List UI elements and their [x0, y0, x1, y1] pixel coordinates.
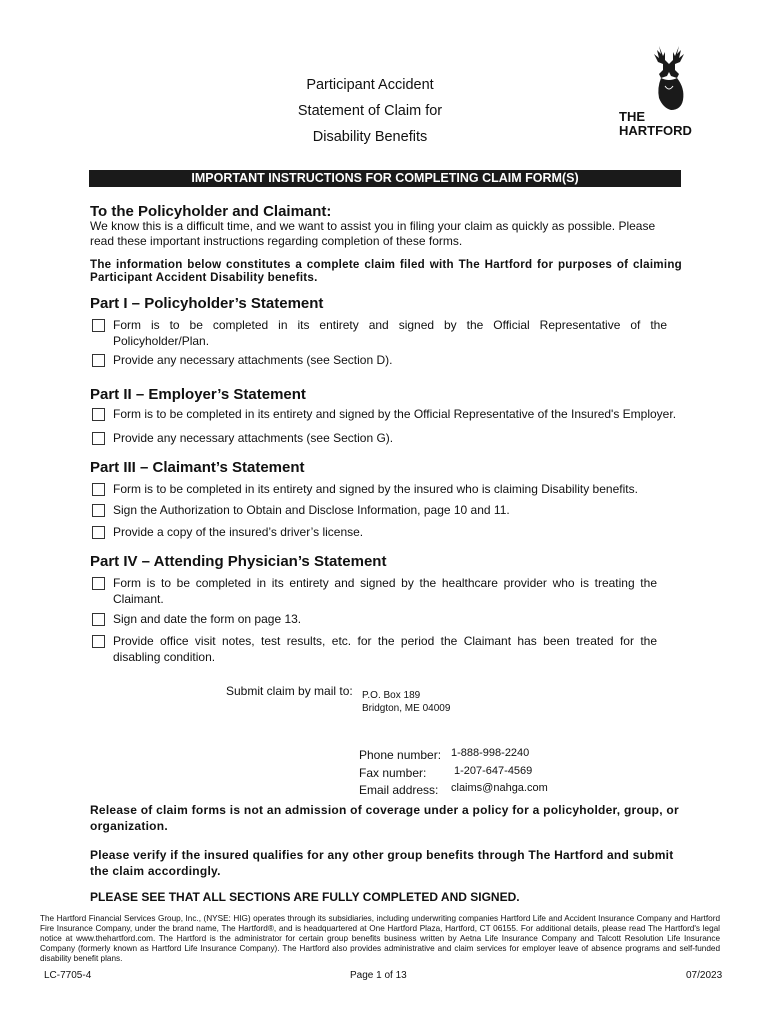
checkbox[interactable]	[92, 319, 105, 332]
address-line-2: Bridgton, ME 04009	[362, 703, 451, 714]
page-number: Page 1 of 13	[350, 970, 407, 981]
checkbox[interactable]	[92, 483, 105, 496]
intro-text: We know this is a difficult time, and we want to assist you in filing your claim as quickly as possible. Please read these important instructions regarding completion of these forms.	[90, 219, 656, 248]
mail-label: Submit claim by mail to:	[226, 684, 353, 698]
checkbox[interactable]	[92, 354, 105, 367]
item-text: Provide a copy of the insured’s driver’s license.	[113, 525, 364, 539]
instructions-banner: IMPORTANT INSTRUCTIONS FOR COMPLETING CLAIM FORM(S)	[89, 170, 681, 187]
checkbox[interactable]	[92, 613, 105, 626]
form-code: LC-7705-4	[44, 970, 92, 981]
item-text: Provide any necessary attachments (see Section D).	[113, 353, 393, 367]
form-title-line-2: Statement of Claim for	[297, 103, 443, 119]
checkbox[interactable]	[92, 408, 105, 421]
checkbox[interactable]	[92, 504, 105, 517]
item-text: Form is to be completed in its entirety and signed by the insured who is claiming Disability benefits.	[113, 482, 638, 496]
item-text: Form is to be completed in its entirety and signed by the Official Representative of the Policyholder/Plan.	[113, 318, 667, 348]
checkbox[interactable]	[92, 577, 105, 590]
fax-value: 1-207-647-4569	[454, 765, 533, 777]
verify-note: Please verify if the insured qualifies for any other group benefits through The Hartford and submit the claim accordingly.	[90, 848, 674, 878]
checkbox[interactable]	[92, 635, 105, 648]
email-value[interactable]: claims@nahga.com	[451, 782, 548, 794]
fax-label: Fax number:	[359, 766, 427, 780]
item-text: Provide office visit notes, test results, etc. for the period the Claimant has been treated for the disabling condition.	[113, 634, 657, 664]
form-date: 07/2023	[686, 970, 723, 981]
item-text: Form is to be completed in its entirety and signed by the Official Representative of the Insured's Employer.	[113, 407, 677, 421]
hartford-logo	[619, 44, 709, 144]
address-line-1: P.O. Box 189	[362, 690, 421, 701]
complete-note: PLEASE SEE THAT ALL SECTIONS ARE FULLY COMPLETED AND SIGNED.	[90, 890, 520, 904]
intro-bold-text: The information below constitutes a complete claim filed with The Hartford for purposes of claiming Participant Accident Disability benefits.	[90, 258, 682, 284]
legal-notice: The Hartford Financial Services Group, Inc., (NYSE: HIG) operates through its subsidiaries, including underwriting companies Hartford Life and Accident Insurance Company and Hartford Fire Insurance Company, under the brand name, The Hartford®, and is headquartered at One Hartford Plaza, Hartford, CT 06155. For additional details, please read The Hartford's legal notice at www.thehartford.com. The Hartford is the administrator for certain group benefits business written by Aetna Life Insurance Company and Talcott Resolution Life Insurance Company (formerly known as Hartford Life Insurance Company). The Hartford also provides administrative and claim services for employer leave of absence programs and self-funded disability benefit plans.	[40, 914, 720, 963]
item-text: Sign and date the form on page 13.	[113, 612, 302, 626]
intro-heading: To the Policyholder and Claimant:	[90, 203, 332, 220]
phone-label: Phone number:	[359, 748, 442, 762]
part-1-heading: Part I – Policyholder’s Statement	[90, 295, 324, 312]
part-4-heading: Part IV – Attending Physician’s Statement	[90, 553, 387, 570]
form-title-line-3: Disability Benefits	[312, 129, 428, 145]
item-text: Sign the Authorization to Obtain and Disclose Information, page 10 and 11.	[113, 503, 510, 517]
item-text: Form is to be completed in its entirety and signed by the healthcare provider who is treating the Claimant.	[113, 576, 657, 606]
checkbox[interactable]	[92, 432, 105, 445]
email-label: Email address:	[359, 783, 439, 797]
stag-icon	[639, 44, 699, 112]
phone-value: 1-888-998-2240	[451, 747, 530, 759]
checkbox[interactable]	[92, 526, 105, 539]
part-2-heading: Part II – Employer’s Statement	[90, 386, 306, 403]
logo-text-hartford: HARTFORD	[619, 123, 692, 138]
release-note: Release of claim forms is not an admission of coverage under a policy for a policyholder, group, or organization.	[90, 803, 679, 833]
logo-text-the: THE	[619, 109, 645, 124]
part-3-heading: Part III – Claimant’s Statement	[90, 459, 305, 476]
form-title-line-1: Participant Accident	[306, 77, 434, 93]
item-text: Provide any necessary attachments (see Section G).	[113, 431, 394, 445]
